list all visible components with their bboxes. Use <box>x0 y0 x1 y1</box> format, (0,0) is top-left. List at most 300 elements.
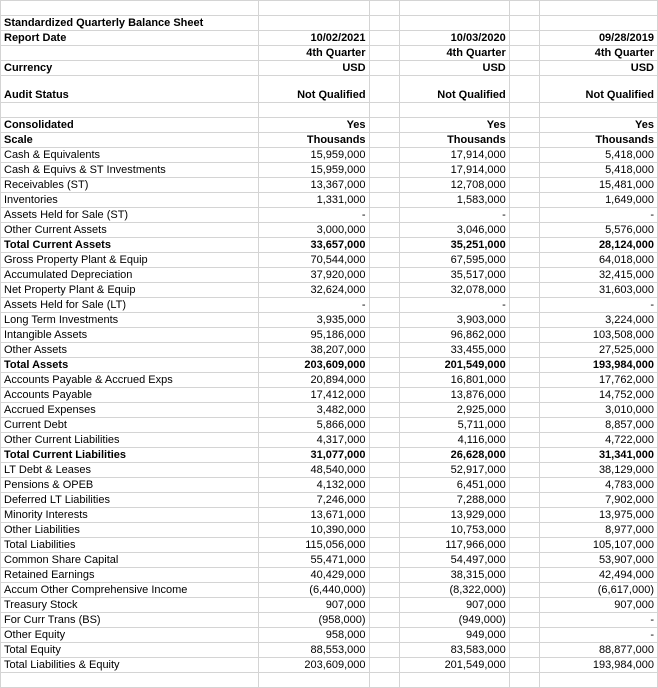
value-period-1: 38,207,000 <box>259 343 369 358</box>
spacer-cell <box>509 523 539 538</box>
row-label: Other Equity <box>1 628 259 643</box>
value-period-3 <box>539 103 657 118</box>
row-label: Assets Held for Sale (ST) <box>1 208 259 223</box>
spacer-cell <box>369 1 399 16</box>
row-label: Net Property Plant & Equip <box>1 283 259 298</box>
row-label: Total Current Assets <box>1 238 259 253</box>
value-period-2: 17,914,000 <box>399 148 509 163</box>
value-period-3: 4,722,000 <box>539 433 657 448</box>
value-period-2 <box>399 103 509 118</box>
spacer-cell <box>509 313 539 328</box>
value-period-3: 14,752,000 <box>539 388 657 403</box>
value-period-1: 4,317,000 <box>259 433 369 448</box>
value-period-3: 17,762,000 <box>539 373 657 388</box>
meta-row-2 <box>1 61 658 76</box>
value-period-1: 15,959,000 <box>259 163 369 178</box>
value-period-3: 4,783,000 <box>539 478 657 493</box>
row-label: Other Current Liabilities <box>1 433 259 448</box>
spacer-cell <box>369 163 399 178</box>
row-label: Report Date <box>1 31 259 46</box>
table-row <box>1 223 658 238</box>
spacer-cell <box>369 568 399 583</box>
spacer-cell <box>509 448 539 463</box>
table-row <box>1 523 658 538</box>
table-row <box>1 448 658 463</box>
spacer-cell <box>509 223 539 238</box>
meta-row-4 <box>1 103 658 118</box>
meta-row-6 <box>1 133 658 148</box>
spacer-cell <box>509 76 539 103</box>
value-period-2: 35,517,000 <box>399 268 509 283</box>
value-period-1: 88,553,000 <box>259 643 369 658</box>
spacer-cell <box>369 46 399 61</box>
spacer-cell <box>369 448 399 463</box>
spacer-cell <box>369 613 399 628</box>
spacer-cell <box>509 403 539 418</box>
value-period-2: 6,451,000 <box>399 478 509 493</box>
value-period-3: 5,418,000 <box>539 163 657 178</box>
row-label <box>1 673 259 688</box>
row-label: Total Liabilities <box>1 538 259 553</box>
spacer-cell <box>509 193 539 208</box>
row-label: LT Debt & Leases <box>1 463 259 478</box>
spacer-cell <box>369 508 399 523</box>
value-period-3: (6,617,000) <box>539 583 657 598</box>
row-label: Cash & Equivalents <box>1 148 259 163</box>
value-period-1: - <box>259 298 369 313</box>
row-label: Accounts Payable <box>1 388 259 403</box>
value-period-3: 193,984,000 <box>539 658 657 673</box>
table-row <box>1 268 658 283</box>
spacer-cell <box>509 628 539 643</box>
table-row <box>1 148 658 163</box>
empty-bottom-row <box>1 673 658 688</box>
spacer-cell <box>509 268 539 283</box>
value-period-1: 3,000,000 <box>259 223 369 238</box>
table-row <box>1 358 658 373</box>
row-label: Gross Property Plant & Equip <box>1 253 259 268</box>
spacer-cell <box>369 358 399 373</box>
value-period-2: 1,583,000 <box>399 193 509 208</box>
value-period-1: 17,412,000 <box>259 388 369 403</box>
table-row <box>1 643 658 658</box>
row-label: Deferred LT Liabilities <box>1 493 259 508</box>
spacer-cell <box>369 478 399 493</box>
spacer-cell <box>509 493 539 508</box>
table-row <box>1 343 658 358</box>
value-period-1: 40,429,000 <box>259 568 369 583</box>
spacer-cell <box>509 46 539 61</box>
value-period-2: 96,862,000 <box>399 328 509 343</box>
spacer-cell <box>369 523 399 538</box>
table-row <box>1 253 658 268</box>
value-period-1: - <box>259 208 369 223</box>
row-label: Treasury Stock <box>1 598 259 613</box>
spacer-cell <box>509 673 539 688</box>
value-period-2 <box>399 1 509 16</box>
spacer-cell <box>509 328 539 343</box>
value-period-3: 13,975,000 <box>539 508 657 523</box>
value-period-1: 4th Quarter <box>259 46 369 61</box>
row-label: Accum Other Comprehensive Income <box>1 583 259 598</box>
value-period-3: - <box>539 208 657 223</box>
table-row <box>1 283 658 298</box>
meta-row-1 <box>1 46 658 61</box>
spacer-cell <box>509 388 539 403</box>
value-period-3: 7,902,000 <box>539 493 657 508</box>
spacer-cell <box>369 493 399 508</box>
value-period-3: - <box>539 628 657 643</box>
table-row <box>1 613 658 628</box>
value-period-1: 1,331,000 <box>259 193 369 208</box>
value-period-2: USD <box>399 61 509 76</box>
value-period-1: 32,624,000 <box>259 283 369 298</box>
table-row <box>1 388 658 403</box>
meta-row-0 <box>1 31 658 46</box>
row-label: Other Assets <box>1 343 259 358</box>
value-period-3: 8,977,000 <box>539 523 657 538</box>
row-label: Pensions & OPEB <box>1 478 259 493</box>
value-period-3: 5,576,000 <box>539 223 657 238</box>
value-period-2: Not Qualified <box>399 76 509 103</box>
spacer-cell <box>369 403 399 418</box>
value-period-1: 48,540,000 <box>259 463 369 478</box>
value-period-3: 105,107,000 <box>539 538 657 553</box>
value-period-3: 09/28/2019 <box>539 31 657 46</box>
row-label: Assets Held for Sale (LT) <box>1 298 259 313</box>
value-period-2: Thousands <box>399 133 509 148</box>
value-period-2: 13,876,000 <box>399 388 509 403</box>
value-period-2: 7,288,000 <box>399 493 509 508</box>
row-label: Standardized Quarterly Balance Sheet <box>1 16 259 31</box>
value-period-3: 28,124,000 <box>539 238 657 253</box>
spacer-cell <box>369 283 399 298</box>
row-label: Consolidated <box>1 118 259 133</box>
row-label: Inventories <box>1 193 259 208</box>
spacer-cell <box>369 433 399 448</box>
spacer-cell <box>509 31 539 46</box>
spacer-cell <box>509 433 539 448</box>
spacer-cell <box>369 208 399 223</box>
value-period-3: 64,018,000 <box>539 253 657 268</box>
spacer-cell <box>369 598 399 613</box>
value-period-1: (6,440,000) <box>259 583 369 598</box>
row-label: Accounts Payable & Accrued Exps <box>1 373 259 388</box>
value-period-1: 37,920,000 <box>259 268 369 283</box>
value-period-1: 31,077,000 <box>259 448 369 463</box>
value-period-3: 4th Quarter <box>539 46 657 61</box>
spacer-cell <box>369 343 399 358</box>
table-row <box>1 193 658 208</box>
value-period-1: 4,132,000 <box>259 478 369 493</box>
row-label: Total Equity <box>1 643 259 658</box>
row-label: Current Debt <box>1 418 259 433</box>
spacer-cell <box>369 388 399 403</box>
spacer-cell <box>369 538 399 553</box>
spacer-cell <box>509 658 539 673</box>
value-period-1: (958,000) <box>259 613 369 628</box>
row-label: Retained Earnings <box>1 568 259 583</box>
table-row <box>1 553 658 568</box>
spacer-cell <box>369 148 399 163</box>
spacer-cell <box>509 118 539 133</box>
value-period-1: 33,657,000 <box>259 238 369 253</box>
value-period-3: - <box>539 298 657 313</box>
row-label: Receivables (ST) <box>1 178 259 193</box>
table-row <box>1 598 658 613</box>
row-label: Accumulated Depreciation <box>1 268 259 283</box>
value-period-1: 13,367,000 <box>259 178 369 193</box>
value-period-2: 2,925,000 <box>399 403 509 418</box>
spacer-cell <box>369 16 399 31</box>
value-period-3 <box>539 1 657 16</box>
spacer-cell <box>369 103 399 118</box>
table-row <box>1 418 658 433</box>
value-period-1: 13,671,000 <box>259 508 369 523</box>
spacer-cell <box>369 463 399 478</box>
spacer-cell <box>369 238 399 253</box>
value-period-1: 5,866,000 <box>259 418 369 433</box>
table-row <box>1 583 658 598</box>
value-period-1: Yes <box>259 118 369 133</box>
spacer-cell <box>369 298 399 313</box>
row-label: Common Share Capital <box>1 553 259 568</box>
value-period-1 <box>259 16 369 31</box>
spacer-cell <box>509 1 539 16</box>
value-period-2: - <box>399 298 509 313</box>
spacer-cell <box>369 658 399 673</box>
table-row <box>1 298 658 313</box>
spacer-cell <box>509 553 539 568</box>
spacer-cell <box>369 223 399 238</box>
value-period-1: 95,186,000 <box>259 328 369 343</box>
spacer-cell <box>369 328 399 343</box>
value-period-1 <box>259 1 369 16</box>
spacer-cell <box>369 673 399 688</box>
table-row <box>1 403 658 418</box>
spacer-cell <box>369 373 399 388</box>
value-period-3: 42,494,000 <box>539 568 657 583</box>
value-period-2: Yes <box>399 118 509 133</box>
value-period-2 <box>399 673 509 688</box>
value-period-3 <box>539 16 657 31</box>
value-period-1: 70,544,000 <box>259 253 369 268</box>
table-row <box>1 463 658 478</box>
value-period-3: USD <box>539 61 657 76</box>
value-period-2: 26,628,000 <box>399 448 509 463</box>
spacer-cell <box>509 583 539 598</box>
value-period-2: 5,711,000 <box>399 418 509 433</box>
spacer-cell <box>369 178 399 193</box>
spacer-cell <box>509 163 539 178</box>
spacer-cell <box>509 208 539 223</box>
value-period-3: 3,010,000 <box>539 403 657 418</box>
spacer-cell <box>369 313 399 328</box>
table-row <box>1 238 658 253</box>
meta-row-3 <box>1 76 658 103</box>
row-label <box>1 46 259 61</box>
value-period-3: 38,129,000 <box>539 463 657 478</box>
value-period-3: 103,508,000 <box>539 328 657 343</box>
table-row <box>1 433 658 448</box>
value-period-3: 88,877,000 <box>539 643 657 658</box>
spacer-cell <box>369 583 399 598</box>
value-period-3 <box>539 673 657 688</box>
empty-top-row <box>1 1 658 16</box>
row-label: Other Current Assets <box>1 223 259 238</box>
value-period-2: 38,315,000 <box>399 568 509 583</box>
value-period-2: 13,929,000 <box>399 508 509 523</box>
value-period-1: 958,000 <box>259 628 369 643</box>
value-period-2: (949,000) <box>399 613 509 628</box>
value-period-3: 32,415,000 <box>539 268 657 283</box>
value-period-1: 10/02/2021 <box>259 31 369 46</box>
spacer-cell <box>509 103 539 118</box>
spacer-cell <box>509 283 539 298</box>
value-period-1: USD <box>259 61 369 76</box>
spacer-cell <box>369 31 399 46</box>
value-period-3: 15,481,000 <box>539 178 657 193</box>
value-period-3: 5,418,000 <box>539 148 657 163</box>
spacer-cell <box>509 61 539 76</box>
table-row <box>1 628 658 643</box>
value-period-1: 907,000 <box>259 598 369 613</box>
spacer-cell <box>509 463 539 478</box>
spacer-cell <box>509 238 539 253</box>
spacer-cell <box>369 418 399 433</box>
spacer-cell <box>509 343 539 358</box>
value-period-2: 33,455,000 <box>399 343 509 358</box>
row-label: For Curr Trans (BS) <box>1 613 259 628</box>
value-period-2: 949,000 <box>399 628 509 643</box>
row-label: Total Current Liabilities <box>1 448 259 463</box>
value-period-1: 3,482,000 <box>259 403 369 418</box>
row-label: Other Liabilities <box>1 523 259 538</box>
value-period-3: Yes <box>539 118 657 133</box>
spacer-cell <box>509 643 539 658</box>
value-period-1: Not Qualified <box>259 76 369 103</box>
value-period-1: 3,935,000 <box>259 313 369 328</box>
spacer-cell <box>369 76 399 103</box>
value-period-2: 4th Quarter <box>399 46 509 61</box>
value-period-3: 1,649,000 <box>539 193 657 208</box>
spacer-cell <box>509 478 539 493</box>
value-period-2: 54,497,000 <box>399 553 509 568</box>
table-row <box>1 313 658 328</box>
value-period-2: 907,000 <box>399 598 509 613</box>
value-period-1: 203,609,000 <box>259 658 369 673</box>
spacer-cell <box>369 118 399 133</box>
table-row <box>1 178 658 193</box>
row-label: Total Assets <box>1 358 259 373</box>
spacer-cell <box>509 613 539 628</box>
value-period-2: 117,966,000 <box>399 538 509 553</box>
table-row <box>1 493 658 508</box>
value-period-1: 7,246,000 <box>259 493 369 508</box>
value-period-2: 83,583,000 <box>399 643 509 658</box>
spacer-cell <box>509 568 539 583</box>
value-period-2: - <box>399 208 509 223</box>
spacer-cell <box>509 373 539 388</box>
value-period-2: 52,917,000 <box>399 463 509 478</box>
row-label: Scale <box>1 133 259 148</box>
value-period-2: 12,708,000 <box>399 178 509 193</box>
value-period-3: 53,907,000 <box>539 553 657 568</box>
value-period-2: 4,116,000 <box>399 433 509 448</box>
spacer-cell <box>509 538 539 553</box>
spacer-cell <box>509 178 539 193</box>
value-period-2 <box>399 16 509 31</box>
value-period-1: 55,471,000 <box>259 553 369 568</box>
row-label: Long Term Investments <box>1 313 259 328</box>
table-row <box>1 508 658 523</box>
value-period-2: 17,914,000 <box>399 163 509 178</box>
row-label: Accrued Expenses <box>1 403 259 418</box>
spacer-cell <box>509 508 539 523</box>
value-period-2: 3,903,000 <box>399 313 509 328</box>
value-period-1: 115,056,000 <box>259 538 369 553</box>
value-period-3: 3,224,000 <box>539 313 657 328</box>
spacer-cell <box>369 133 399 148</box>
value-period-2: 32,078,000 <box>399 283 509 298</box>
value-period-3: Thousands <box>539 133 657 148</box>
table-row <box>1 478 658 493</box>
value-period-1: Thousands <box>259 133 369 148</box>
spacer-cell <box>369 61 399 76</box>
row-label: Cash & Equivs & ST Investments <box>1 163 259 178</box>
row-label: Audit Status <box>1 76 259 103</box>
sheet-title-row <box>1 16 658 31</box>
spacer-cell <box>509 253 539 268</box>
value-period-2: (8,322,000) <box>399 583 509 598</box>
value-period-1: 20,894,000 <box>259 373 369 388</box>
value-period-2: 3,046,000 <box>399 223 509 238</box>
value-period-3: 31,603,000 <box>539 283 657 298</box>
meta-row-5 <box>1 118 658 133</box>
spacer-cell <box>369 553 399 568</box>
value-period-3: Not Qualified <box>539 76 657 103</box>
value-period-1: 203,609,000 <box>259 358 369 373</box>
value-period-2: 201,549,000 <box>399 658 509 673</box>
spacer-cell <box>509 418 539 433</box>
value-period-1: 15,959,000 <box>259 148 369 163</box>
row-label: Minority Interests <box>1 508 259 523</box>
value-period-3: 27,525,000 <box>539 343 657 358</box>
table-row <box>1 328 658 343</box>
table-row <box>1 538 658 553</box>
spacer-cell <box>509 298 539 313</box>
row-label <box>1 103 259 118</box>
spacer-cell <box>509 16 539 31</box>
value-period-2: 35,251,000 <box>399 238 509 253</box>
table-row <box>1 373 658 388</box>
table-row <box>1 163 658 178</box>
value-period-3: 193,984,000 <box>539 358 657 373</box>
value-period-2: 201,549,000 <box>399 358 509 373</box>
spacer-cell <box>369 643 399 658</box>
value-period-2: 10/03/2020 <box>399 31 509 46</box>
value-period-2: 16,801,000 <box>399 373 509 388</box>
spacer-cell <box>369 253 399 268</box>
value-period-3: 31,341,000 <box>539 448 657 463</box>
spacer-cell <box>369 268 399 283</box>
spacer-cell <box>369 628 399 643</box>
table-row <box>1 658 658 673</box>
row-label <box>1 1 259 16</box>
row-label: Intangible Assets <box>1 328 259 343</box>
row-label: Total Liabilities & Equity <box>1 658 259 673</box>
value-period-3: 8,857,000 <box>539 418 657 433</box>
